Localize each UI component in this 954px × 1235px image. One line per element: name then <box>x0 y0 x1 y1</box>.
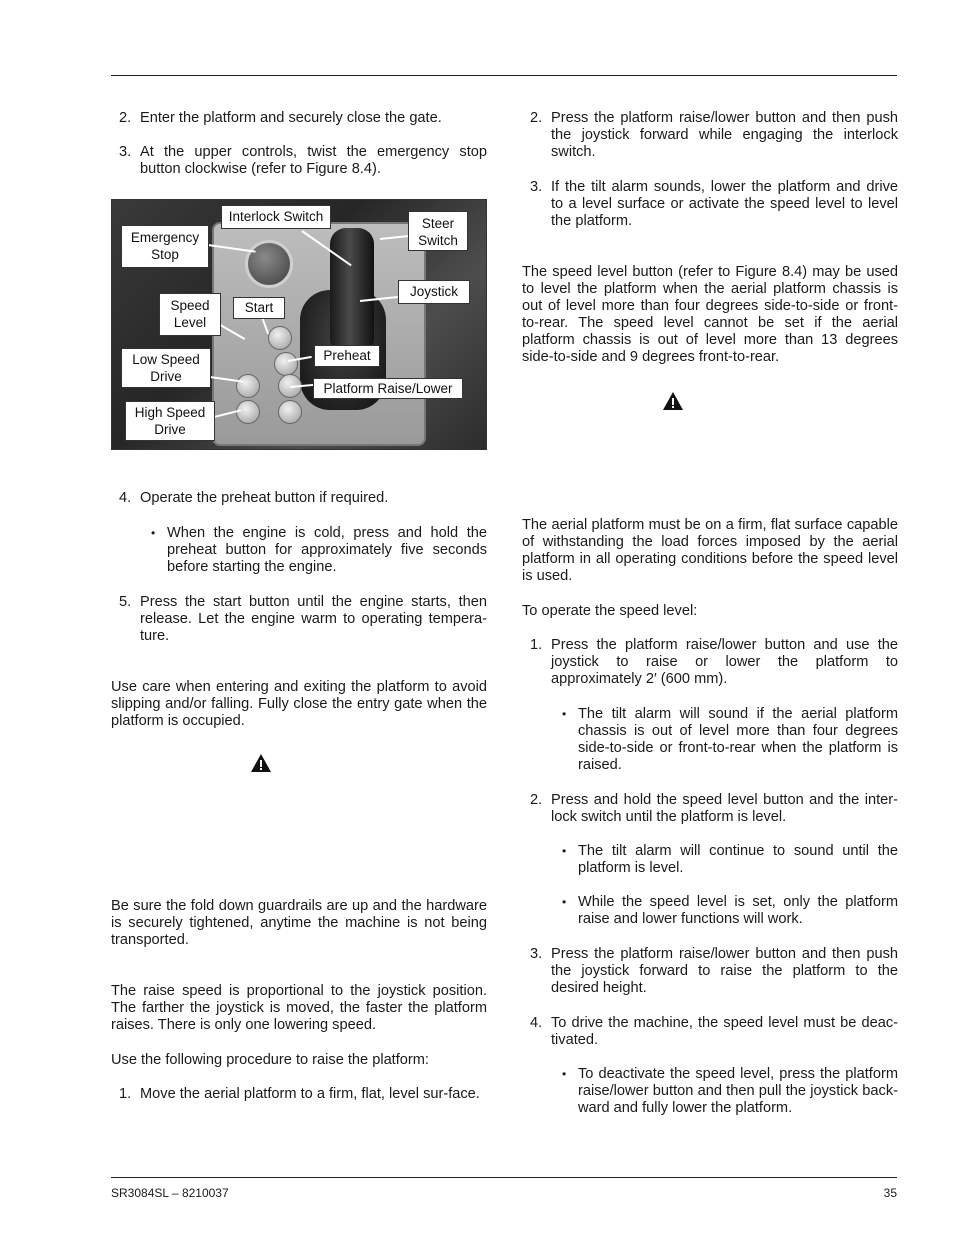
paragraph-guardrails: Be sure the fold down guardrails are up and the hardware is securely tightened, anytime the machine is not being transported. <box>111 898 487 948</box>
paragraph-speed-level-button: The speed level button (refer to Figure 8.4) may be used to level the platform when the aerial platform chassis is out of level more than four degrees side-to-side or front-to-rear. The speed level cannot be set if the aerial platform chassis is out of level more than 13 degrees side-to-side and 9 degrees front-to-rear. <box>522 264 898 365</box>
paragraph-use-care: Use care when entering and exiting the platform to avoid slipping and/or falling. Fully close the entry gate when the platform is occupied. <box>111 679 487 729</box>
label-steer-switch: Steer Switch <box>408 211 468 251</box>
preheat-knob <box>274 352 298 376</box>
step-3-emergency-stop: 3. At the upper controls, twist the emergency stop button clockwise (refer to Figure 8.4). <box>119 144 487 177</box>
op-step-1-bullet: • The tilt alarm will sound if the aerial platform chassis is out of level more than four degrees side-to-side or front-to-rear when the platform is raised. <box>562 706 898 773</box>
step-1-move-platform: 1. Move the aerial platform to a firm, flat, level sur-face. <box>119 1086 480 1102</box>
label-start: Start <box>233 297 285 319</box>
header-rule <box>111 75 897 76</box>
op-step-4: 4. To drive the machine, the speed level must be deac-tivated. <box>530 1015 898 1048</box>
label-interlock-switch: Interlock Switch <box>221 205 331 229</box>
extra-knob <box>278 400 302 424</box>
op-step-3: 3. Press the platform raise/lower button and then push the joystick forward to raise the platform to the desired height. <box>530 946 898 996</box>
op-step-2: 2. Press and hold the speed level button and the inter-lock switch until the platform is level. <box>530 792 898 825</box>
footer-doc-number: SR3084SL – 8210037 <box>111 1186 229 1200</box>
start-knob <box>268 326 292 350</box>
op-step-2-bullet-2: • While the speed level is set, only the platform raise and lower functions will work. <box>562 894 898 927</box>
joystick-handle <box>330 228 374 348</box>
label-high-speed-drive: High Speed Drive <box>125 401 215 441</box>
paragraph-firm-surface: The aerial platform must be on a firm, flat surface capable of withstanding the load forces imposed by the aerial platform in all operating conditions before the speed level is used. <box>522 517 898 584</box>
warning-icon-right <box>662 391 684 411</box>
op-step-4-bullet: • To deactivate the speed level, press the platform raise/lower button and then pull the joystick back-ward and fully lower the platform. <box>562 1066 898 1116</box>
footer-page-number: 35 <box>883 1186 897 1200</box>
label-low-speed-drive: Low Speed Drive <box>121 348 211 388</box>
label-joystick: Joystick <box>398 280 470 304</box>
step-3-tilt-alarm: 3. If the tilt alarm sounds, lower the platform and drive to a level surface or activate the speed level to level the platform. <box>530 179 898 229</box>
op-step-1: 1. Press the platform raise/lower button and use the joystick to raise or lower the platform to approximately 2′ (600 mm). <box>530 637 898 687</box>
label-emergency-stop: Emergency Stop <box>121 225 209 268</box>
footer-rule <box>111 1177 897 1178</box>
step-2-enter-platform: 2. Enter the platform and securely close the gate. <box>119 110 442 126</box>
step-2-raise-button: 2. Press the platform raise/lower button and then push the joystick forward while engaging the interlock switch. <box>530 110 898 160</box>
high-speed-knob <box>236 400 260 424</box>
paragraph-procedure: Use the following procedure to raise the platform: <box>111 1052 429 1068</box>
warning-icon <box>250 753 272 773</box>
step-4-preheat: 4. Operate the preheat button if required. <box>119 490 389 506</box>
emergency-stop-knob <box>245 240 293 288</box>
label-speed-level: Speed Level <box>159 293 221 336</box>
upper-controls-photo <box>111 199 487 450</box>
low-speed-knob <box>236 374 260 398</box>
step-5-start: 5. Press the start button until the engine starts, then release. Let the engine warm to operating tempera-ture. <box>119 594 487 644</box>
label-platform-raise-lower: Platform Raise/Lower <box>313 378 463 399</box>
paragraph-raise-speed: The raise speed is proportional to the joystick position. The farther the joystick is moved, the faster the platform raises. There is only one lowering speed. <box>111 983 487 1033</box>
label-preheat: Preheat <box>314 345 380 367</box>
op-step-2-bullet-1: • The tilt alarm will continue to sound until the platform is level. <box>562 843 898 876</box>
bullet-cold-engine: • When the engine is cold, press and hold the preheat button for approximately five seconds before starting the engine. <box>151 525 487 575</box>
paragraph-to-operate: To operate the speed level: <box>522 603 698 619</box>
